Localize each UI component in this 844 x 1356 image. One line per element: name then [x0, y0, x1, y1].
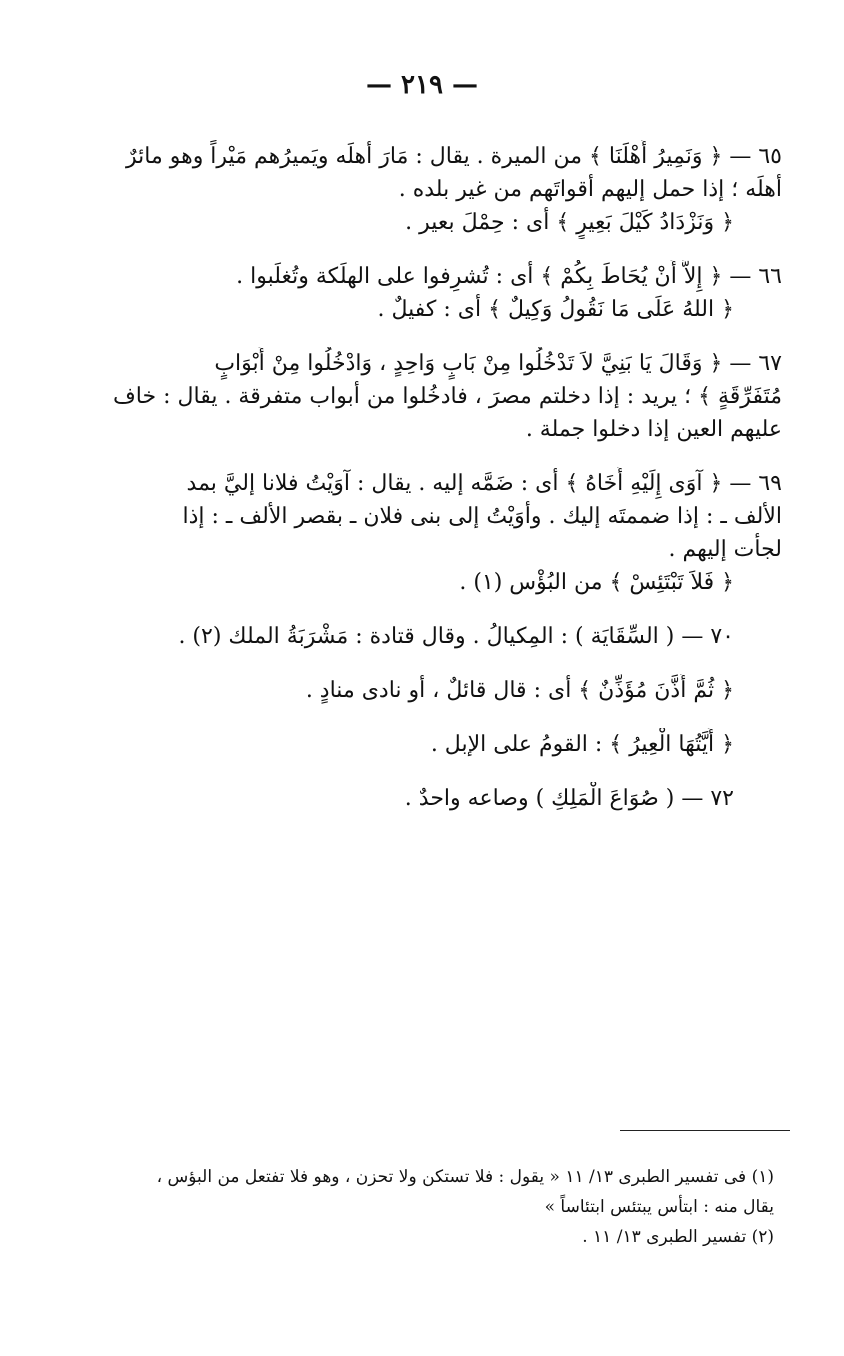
text-line: ﴿ وَنَزْدَادُ كَيْلَ بَعِيرٍ ﴾ أى : حِمْلَ بعير .: [405, 210, 734, 235]
text-line: ٦٦ — ﴿ إِلاَّ أَنْ يُحَاطَ بِكُمْ ﴾ أى : تُشرِفوا على الهلَكة وتُغلَبوا .: [236, 264, 782, 289]
page-number: — ٢١٩ —: [365, 70, 479, 100]
text-line: ٧٢ — ( صُوَاعَ الْمَلِكِ ) وصاعه واحدٌ .: [404, 786, 734, 811]
text-line: عليهم العين إذا دخلوا جملة .: [525, 417, 782, 442]
footnote-line: يقال منه : ابتأس يبتئس ابتئاساً »: [544, 1197, 774, 1217]
text-line: أهلَه ؛ إذا حمل إليهم أقواتَهم من غير بلده .: [398, 177, 782, 202]
text-line: مُتَفَرِّقَةٍ ﴾ ؛ يريد : إذا دخلتم مصرَ ، فادخُلوا من أبواب متفرقة . يقال : خاف: [113, 384, 782, 409]
text-line: ﴿ ثُمَّ أَذَّنَ مُؤَذِّنٌ ﴾ أى : قال قائلٌ ، أو نادى منادٍ .: [305, 678, 734, 703]
text-line: ٦٧ — ﴿ وَقَالَ يَا بَنِيَّ لاَ تَدْخُلُوا مِنْ بَابٍ وَاحِدٍ ، وَادْخُلُوا مِنْ أَبْوَابٍ: [214, 351, 782, 376]
footnote-line: (٢) تفسير الطبرى ١٣/ ١١ .: [582, 1227, 774, 1247]
text-line: ٦٩ — ﴿ آوَى إِلَيْهِ أَخَاهُ ﴾ أى : ضَمَّه إليه . يقال : آوَيْتُ فلانا إليَّ بمد: [186, 471, 782, 496]
text-line: ﴿ اللهُ عَلَى مَا نَقُولُ وَكِيلٌ ﴾ أى : كفيلٌ .: [377, 297, 734, 322]
text-line: ﴿ أَيَّتُهَا الْعِيرُ ﴾ : القومُ على الإبل .: [430, 732, 734, 757]
text-line: لجأت إليهم .: [668, 537, 782, 562]
text-line: ﴿ فَلاَ تَبْتَئِسْ ﴾ من البُؤْس (١) .: [459, 570, 734, 595]
text-line: ٧٠ — ( السِّقَايَة ) : المِكيالُ . وقال قتادة : مَشْرَبَةُ الملك (٢) .: [178, 624, 734, 649]
text-line: ٦٥ — ﴿ وَنَمِيرُ أَهْلَنَا ﴾ من الميرة . يقال : مَارَ أهلَه ويَميرُهم مَيْراً وهو مائرٌ: [125, 144, 782, 169]
main-text: [110, 140, 782, 815]
footnotes: [100, 1162, 774, 1252]
footnote-separator: [620, 1130, 790, 1131]
footnote-line: (١) فى تفسير الطبرى ١٣/ ١١ « يقول : فلا تستكن ولا تحزن ، وهو فلا تفتعل من البؤس ،: [156, 1167, 774, 1187]
text-line: الألف ـ : إذا ضممتَه إليك . وأوَيْتُ إلى بنى فلان ـ بقصر الألف ـ : إذا: [182, 504, 782, 529]
